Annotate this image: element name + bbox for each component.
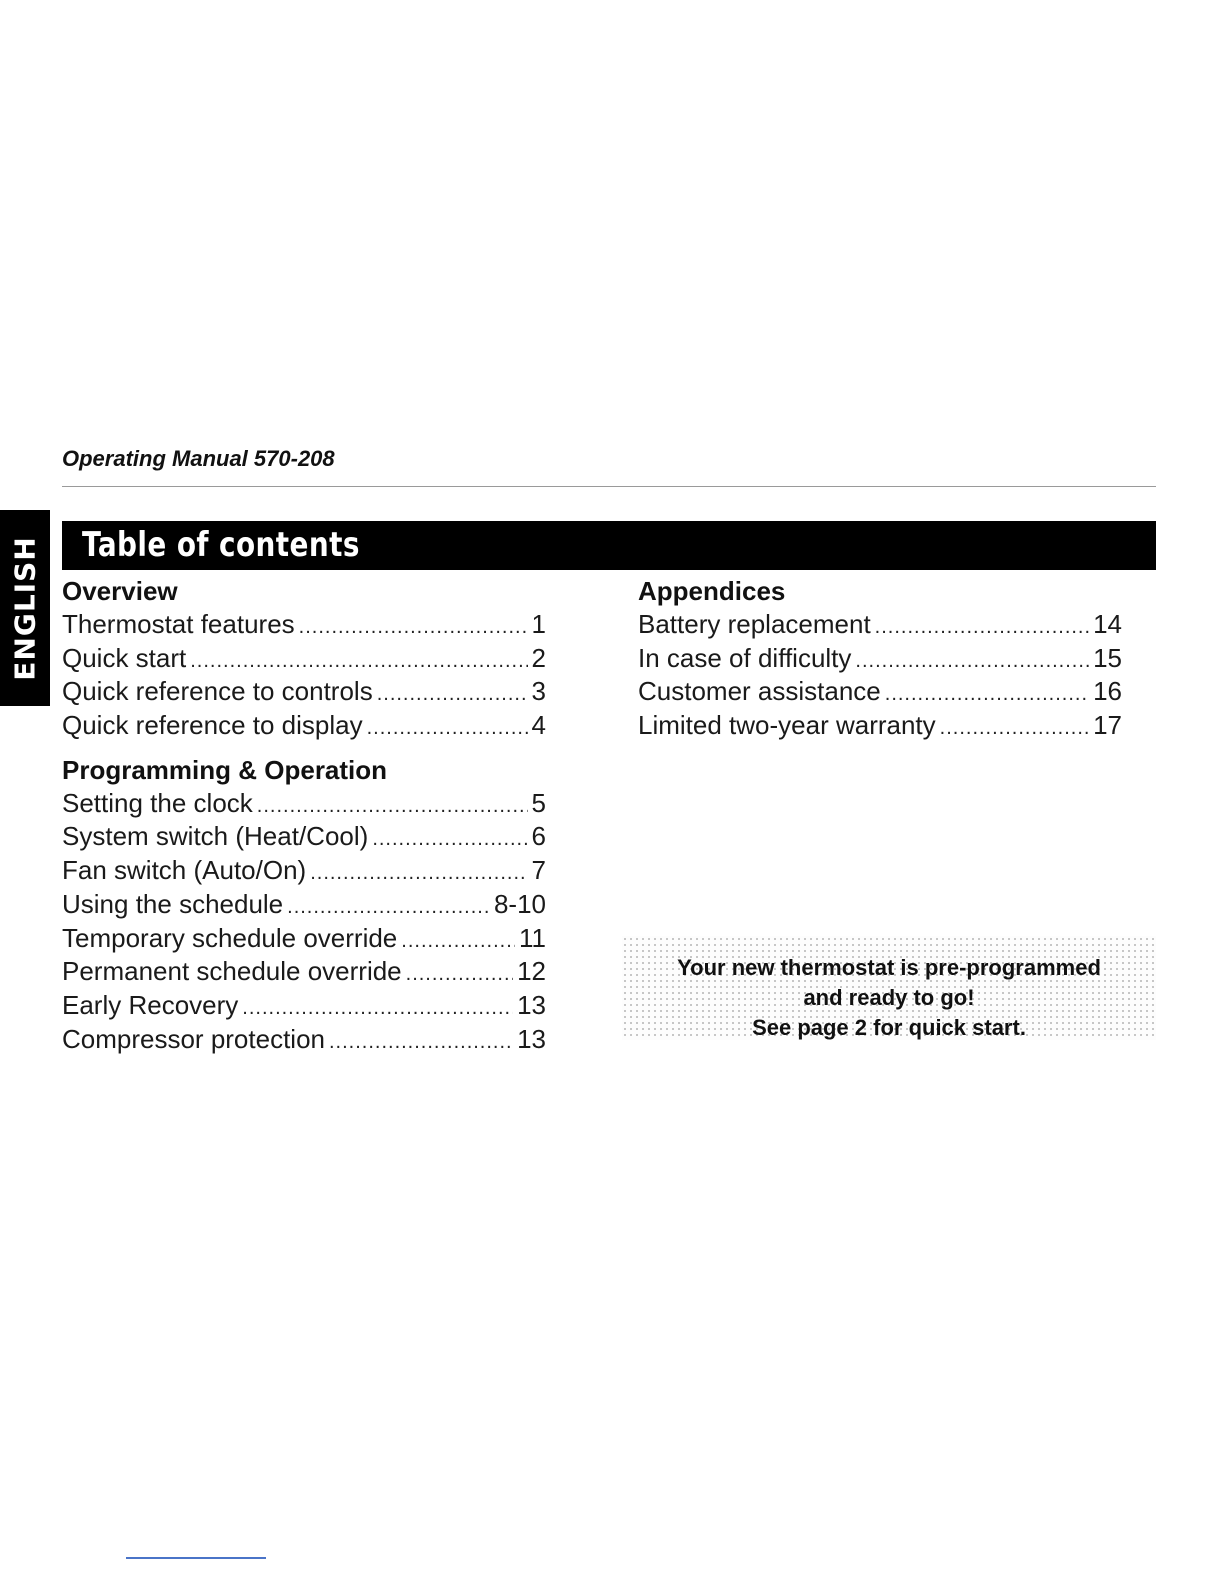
language-tab bbox=[0, 510, 50, 706]
toc-list-overview bbox=[62, 608, 546, 743]
callout-line: and ready to go! bbox=[803, 985, 975, 1010]
toc-entry-label: Limited two-year warranty bbox=[638, 710, 936, 741]
callout-line: Your new thermostat is pre-programmed bbox=[677, 955, 1101, 980]
toc-entry-page: 13 bbox=[517, 1023, 546, 1054]
toc-entry-page: 6 bbox=[531, 821, 546, 852]
dot-leader bbox=[257, 790, 528, 824]
toc-entry-label: Permanent schedule override bbox=[62, 956, 402, 987]
toc-right-column bbox=[638, 574, 1122, 743]
dot-leader bbox=[310, 857, 527, 891]
toc-entry[interactable] bbox=[62, 608, 546, 642]
toc-banner bbox=[62, 521, 1156, 570]
toc-entry[interactable] bbox=[62, 709, 546, 743]
toc-entry-page: 5 bbox=[531, 787, 546, 818]
dot-leader bbox=[940, 712, 1089, 746]
toc-entry[interactable] bbox=[62, 820, 546, 854]
toc-entry-label: Battery replacement bbox=[638, 609, 871, 639]
language-tab-label: ENGLISH bbox=[8, 535, 42, 681]
toc-entry-label: Quick reference to controls bbox=[62, 676, 373, 707]
footer-divider bbox=[126, 1557, 266, 1559]
toc-entry-page: 7 bbox=[531, 855, 546, 886]
dot-leader bbox=[372, 823, 527, 857]
toc-entry-label: Fan switch (Auto/On) bbox=[62, 855, 307, 886]
dot-leader bbox=[885, 678, 1089, 712]
dot-leader bbox=[855, 645, 1089, 679]
toc-entry[interactable] bbox=[62, 642, 546, 676]
toc-entry-label: Setting the clock bbox=[62, 787, 253, 818]
quick-start-callout bbox=[622, 936, 1156, 1040]
toc-entry[interactable] bbox=[638, 642, 1122, 676]
dot-leader bbox=[875, 611, 1089, 645]
toc-entry-label: Thermostat features bbox=[62, 609, 295, 639]
toc-entry[interactable] bbox=[62, 888, 546, 922]
toc-entry-label: System switch (Heat/Cool) bbox=[62, 821, 369, 852]
toc-entry-page: 12 bbox=[517, 956, 546, 987]
toc-entry-label: Compressor protection bbox=[62, 1023, 325, 1054]
toc-entry[interactable] bbox=[62, 955, 546, 989]
toc-entry[interactable] bbox=[62, 787, 546, 821]
toc-entry-page: 17 bbox=[1093, 710, 1122, 741]
dot-leader bbox=[406, 958, 513, 992]
toc-entry-label: Using the schedule bbox=[62, 888, 284, 919]
section-heading-programming: Programming & Operation bbox=[62, 754, 388, 785]
toc-entry[interactable] bbox=[62, 989, 546, 1023]
toc-entry-label: Quick start bbox=[62, 642, 187, 673]
toc-entry-page: 8-10 bbox=[493, 888, 546, 919]
dot-leader bbox=[377, 678, 528, 712]
toc-entry[interactable] bbox=[62, 854, 546, 888]
dot-leader bbox=[401, 925, 515, 959]
toc-entry-page: 14 bbox=[1093, 609, 1122, 639]
dot-leader bbox=[242, 992, 513, 1026]
section-heading-overview: Overview bbox=[62, 576, 178, 606]
toc-entry-label: Quick reference to display bbox=[62, 710, 363, 741]
toc-entry[interactable] bbox=[62, 675, 546, 709]
toc-entry-page: 16 bbox=[1093, 676, 1122, 707]
toc-entry[interactable] bbox=[638, 675, 1122, 709]
toc-left-column bbox=[62, 574, 546, 1056]
toc-entry-label: Customer assistance bbox=[638, 676, 881, 707]
toc-title: Table of contents bbox=[82, 525, 360, 565]
toc-entry-label: Early Recovery bbox=[62, 989, 239, 1020]
toc-list-appendices bbox=[638, 608, 1122, 743]
dot-leader bbox=[287, 891, 490, 925]
toc-entry[interactable] bbox=[62, 922, 546, 956]
toc-entry[interactable] bbox=[638, 709, 1122, 743]
toc-entry-page: 4 bbox=[531, 710, 546, 741]
header-divider bbox=[62, 486, 1156, 487]
dot-leader bbox=[190, 645, 527, 679]
manual-title: Operating Manual 570-208 bbox=[62, 446, 335, 471]
toc-entry-label: Temporary schedule override bbox=[62, 922, 398, 953]
toc-entry-page: 1 bbox=[531, 609, 546, 639]
toc-entry-page: 2 bbox=[531, 642, 546, 673]
dot-leader bbox=[367, 712, 528, 746]
toc-entry-label: In case of difficulty bbox=[638, 642, 852, 673]
callout-line: See page 2 for quick start. bbox=[752, 1015, 1026, 1040]
toc-entry-page: 15 bbox=[1093, 642, 1122, 673]
toc-entry-page: 3 bbox=[531, 676, 546, 707]
toc-list-programming bbox=[62, 787, 546, 1057]
dot-leader bbox=[299, 611, 528, 645]
toc-entry[interactable] bbox=[638, 608, 1122, 642]
section-heading-appendices: Appendices bbox=[638, 576, 786, 606]
toc-entry-page: 11 bbox=[519, 922, 546, 953]
toc-entry[interactable] bbox=[62, 1023, 546, 1057]
toc-entry-page: 13 bbox=[517, 989, 546, 1020]
dot-leader bbox=[329, 1026, 513, 1060]
